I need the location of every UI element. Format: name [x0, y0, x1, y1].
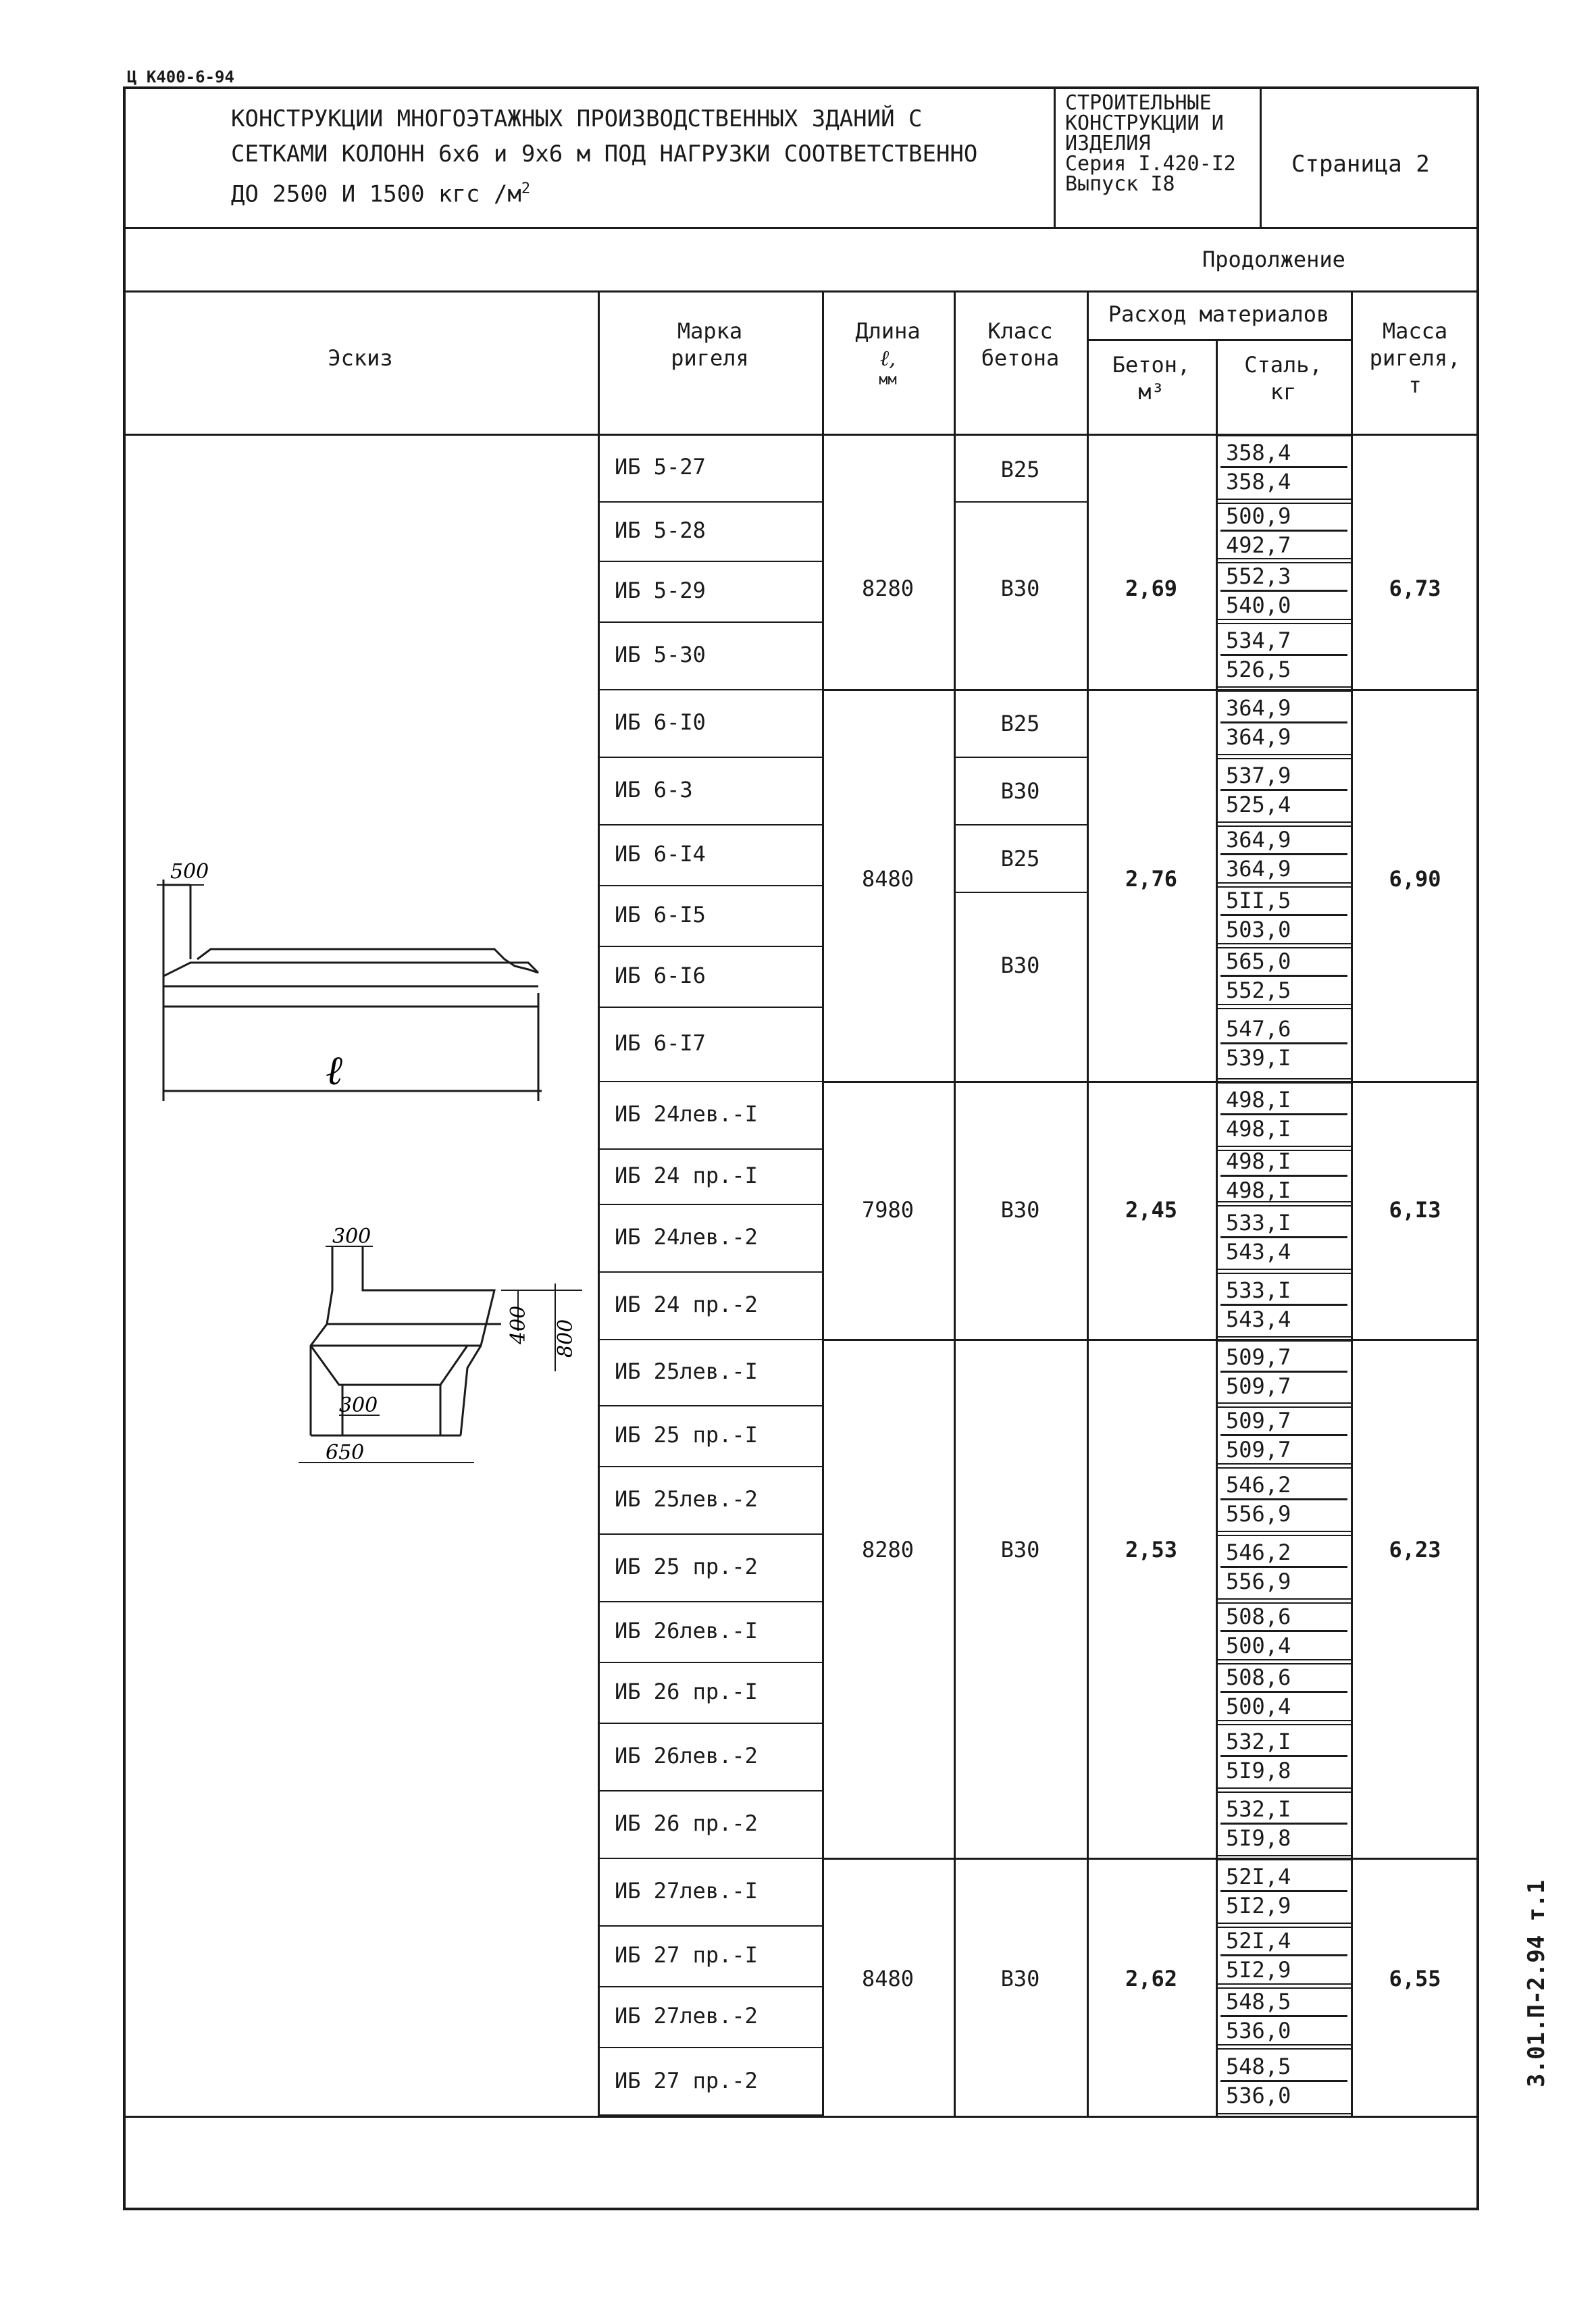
steel-bottom-value: 539,I — [1226, 1045, 1291, 1071]
section-right-outline — [363, 1246, 494, 1435]
steel-top-value: 509,7 — [1220, 1407, 1347, 1436]
beam-mark: ИБ 6-I4 — [615, 841, 706, 867]
group-divider — [822, 689, 1479, 691]
steel-top-value: 508,6 — [1220, 1603, 1347, 1632]
table-row — [598, 1466, 822, 1467]
beam-mark: ИБ 24 пр.-2 — [615, 1292, 758, 1317]
series-line-2: КОНСТРУКЦИИ И — [1065, 111, 1224, 135]
group-divider — [822, 1858, 1479, 1860]
header-steel-l1: Сталь, — [1244, 352, 1322, 378]
concrete-value: 2,69 — [1125, 576, 1178, 601]
class-divider — [954, 757, 1087, 758]
steel-top-value: 52I,4 — [1220, 1927, 1347, 1956]
section-taper — [311, 1346, 467, 1385]
beam-mark: ИБ 24 пр.-I — [615, 1163, 758, 1188]
table-row — [598, 1790, 822, 1791]
beam-mark: ИБ 25лев.-I — [615, 1358, 758, 1384]
steel-bottom-value: 5I2,9 — [1226, 1957, 1291, 1983]
elev-second-profile — [163, 963, 538, 976]
length-value: 8280 — [861, 576, 915, 601]
header-mass — [1351, 317, 1479, 399]
steel-top-value: 546,2 — [1220, 1539, 1347, 1568]
title-line-2: СЕТКАМИ КОЛОНН 6х6 и 9х6 м ПОД НАГРУЗКИ СООТВЕТСТВЕННО — [231, 141, 978, 168]
steel-top-value: 52I,4 — [1220, 1863, 1347, 1892]
length-value: 8480 — [861, 866, 915, 892]
beam-mark: ИБ 27 пр.-I — [615, 1942, 758, 1968]
steel-bottom-value: 503,0 — [1226, 917, 1291, 942]
steel-value — [1220, 1664, 1347, 1720]
steel-value — [1220, 1988, 1347, 2044]
beam-mark: ИБ 6-I6 — [615, 963, 706, 988]
table-row — [598, 1405, 822, 1406]
steel-top-value: 548,5 — [1220, 1988, 1347, 2017]
beam-mark: ИБ 26 пр.-2 — [615, 1810, 758, 1836]
table-row — [598, 1148, 822, 1150]
steel-bottom-value: 500,4 — [1226, 1694, 1291, 1719]
class-value: B30 — [1000, 778, 1040, 804]
elev-width-label: 500 — [170, 860, 209, 884]
steel-bottom-value: 536,0 — [1226, 2083, 1291, 2108]
steel-top-value: 548,5 — [1220, 2053, 1347, 2082]
table-row — [598, 2047, 822, 2048]
table-row — [598, 1723, 822, 1724]
steel-value — [1220, 1863, 1347, 1919]
steel-value — [1220, 2053, 1347, 2109]
document-title — [231, 101, 1163, 211]
steel-bottom-value: 552,5 — [1226, 977, 1291, 1003]
table-row — [598, 1662, 822, 1663]
header-concrete — [1087, 351, 1216, 405]
table-row — [598, 1007, 822, 1008]
header-length-l1: Длина — [855, 318, 921, 344]
sec-web-width-label: 300 — [339, 1394, 378, 1417]
steel-bottom-value: 5I2,9 — [1226, 1893, 1291, 1918]
steel-value — [1220, 887, 1347, 943]
steel-bottom-value: 5I9,8 — [1226, 1825, 1291, 1851]
class-value: B30 — [1000, 576, 1040, 601]
length-value: 7980 — [861, 1197, 915, 1223]
steel-top-value: 498,I — [1220, 1086, 1347, 1115]
length-value: 8480 — [861, 1966, 915, 1991]
steel-top-value: 5II,5 — [1220, 887, 1347, 916]
class-value: B30 — [1000, 952, 1040, 978]
beam-mark: ИБ 27 пр.-2 — [615, 2068, 758, 2093]
header-divider — [123, 227, 1479, 229]
class-value: B30 — [1000, 1966, 1040, 1991]
mass-value: 6,73 — [1389, 576, 1441, 601]
steel-value — [1220, 1015, 1347, 1071]
steel-value — [1220, 826, 1347, 882]
beam-mark: ИБ 6-I5 — [615, 902, 706, 927]
steel-bottom-value: 500,4 — [1226, 1633, 1291, 1658]
steel-bottom-value: 526,5 — [1226, 657, 1291, 682]
series-block — [1054, 86, 1262, 227]
steel-value — [1220, 1728, 1347, 1784]
beam-mark: ИБ 24лев.-2 — [615, 1224, 758, 1250]
beam-mark: ИБ 6-I0 — [615, 709, 706, 735]
beam-mark: ИБ 24лев.-I — [615, 1101, 758, 1127]
header-mass-l1: Масса — [1382, 318, 1448, 344]
steel-top-value: 508,6 — [1220, 1664, 1347, 1693]
sec-bottom-width-label: 650 — [326, 1441, 365, 1465]
header-mark — [598, 317, 822, 372]
header-class — [954, 317, 1087, 372]
steel-bottom-value: 556,9 — [1226, 1569, 1291, 1594]
group-divider — [822, 1081, 1479, 1083]
concrete-value: 2,62 — [1125, 1966, 1178, 1991]
beam-table — [123, 290, 1479, 2116]
beam-mark: ИБ 5-27 — [615, 454, 706, 480]
table-row — [598, 689, 822, 690]
beam-mark: ИБ 6-3 — [615, 777, 693, 803]
header-sketch: Эскиз — [328, 345, 393, 371]
table-row — [598, 1925, 822, 1927]
steel-value — [1220, 1539, 1347, 1595]
beam-mark: ИБ 5-30 — [615, 642, 706, 667]
beam-mark: ИБ 25лев.-2 — [615, 1486, 758, 1512]
steel-value — [1220, 1407, 1347, 1463]
steel-value — [1220, 503, 1347, 559]
steel-value — [1220, 762, 1347, 818]
beam-mark: ИБ 6-I7 — [615, 1030, 706, 1056]
steel-bottom-value: 364,9 — [1226, 724, 1291, 750]
steel-top-value: 533,I — [1220, 1209, 1347, 1238]
steel-top-value: 552,3 — [1220, 563, 1347, 592]
section-left-outline — [311, 1246, 332, 1435]
table-row — [598, 561, 822, 562]
table-row — [598, 1601, 822, 1602]
table-row — [598, 1271, 822, 1273]
header-class-l2: бетона — [981, 345, 1060, 371]
beam-mark: ИБ 27лев.-2 — [615, 2003, 758, 2029]
beam-mark: ИБ 27лев.-I — [615, 1878, 758, 1904]
steel-top-value: 500,9 — [1220, 503, 1347, 532]
steel-bottom-value: 358,4 — [1226, 469, 1291, 494]
header-length-l2: ℓ, — [879, 345, 896, 371]
header-steel-l2: кг — [1270, 379, 1297, 405]
steel-value — [1220, 627, 1347, 683]
header-mark-l2: ригеля — [671, 345, 749, 371]
mass-value: 6,55 — [1389, 1966, 1441, 1991]
series-line-4: Серия I.420-I2 — [1065, 152, 1236, 176]
steel-top-value: 546,2 — [1220, 1471, 1347, 1500]
table-row — [598, 434, 822, 435]
steel-top-value: 509,7 — [1220, 1344, 1347, 1373]
steel-bottom-value: 543,4 — [1226, 1239, 1291, 1265]
steel-top-value: 532,I — [1220, 1796, 1347, 1825]
header-steel — [1216, 351, 1351, 405]
beam-mark: ИБ 26лев.-2 — [615, 1743, 758, 1769]
header-length-l3: мм — [879, 372, 897, 388]
beam-mark: ИБ 26лев.-I — [615, 1618, 758, 1644]
mass-value: 6,90 — [1389, 866, 1441, 892]
class-value: B25 — [1000, 711, 1040, 736]
table-row — [598, 1986, 822, 1987]
class-divider — [954, 892, 1087, 893]
title-superscript: 2 — [521, 180, 531, 197]
steel-bottom-value: 5I9,8 — [1226, 1758, 1291, 1783]
beam-mark: ИБ 25 пр.-I — [615, 1422, 758, 1448]
steel-value — [1220, 1796, 1347, 1852]
header-concrete-l1: Бетон, — [1112, 352, 1191, 378]
document-code: Ц К400-6-94 — [127, 68, 234, 86]
table-row-end — [598, 2114, 822, 2116]
steel-bottom-value: 364,9 — [1226, 856, 1291, 882]
steel-top-value: 533,I — [1220, 1277, 1347, 1306]
class-value: B30 — [1000, 1537, 1040, 1562]
beam-mark: ИБ 25 пр.-2 — [615, 1554, 758, 1579]
header-length — [822, 317, 954, 389]
table-row — [598, 946, 822, 947]
beam-mark: ИБ 26 пр.-I — [615, 1679, 758, 1704]
steel-bottom-value: 492,7 — [1226, 532, 1291, 558]
sec-total-h-label: 800 — [554, 1319, 577, 1358]
steel-bottom-value: 498,I — [1226, 1177, 1291, 1203]
steel-top-value: 498,I — [1220, 1148, 1347, 1177]
series-line-3: ИЗДЕЛИЯ — [1065, 132, 1151, 155]
table-row — [598, 885, 822, 886]
beam-sketch — [123, 290, 598, 2116]
steel-top-value: 537,9 — [1220, 762, 1347, 791]
steel-bottom-value: 536,0 — [1226, 2018, 1291, 2043]
consumption-divider — [1087, 339, 1351, 341]
steel-value — [1220, 439, 1347, 495]
header-mark-l1: Марка — [677, 318, 743, 344]
table-row — [598, 1081, 822, 1082]
elev-top-profile — [197, 949, 538, 973]
table-row — [598, 621, 822, 623]
elev-length-label: ℓ — [326, 1047, 342, 1094]
concrete-value: 2,76 — [1125, 866, 1178, 892]
col-divider — [598, 290, 600, 2116]
beam-mark: ИБ 5-29 — [615, 578, 706, 603]
steel-bottom-value: 556,9 — [1226, 1501, 1291, 1527]
steel-value — [1220, 1471, 1347, 1527]
steel-value — [1220, 1927, 1347, 1983]
steel-value — [1220, 1209, 1347, 1265]
table-row — [598, 1339, 822, 1340]
series-line-1: СТРОИТЕЛЬНЫЕ — [1065, 91, 1212, 115]
steel-bottom-value: 509,7 — [1226, 1437, 1291, 1463]
title-line-3 — [231, 172, 1163, 211]
class-value: B30 — [1000, 1197, 1040, 1223]
steel-value — [1220, 563, 1347, 619]
header-mass-l3: т — [1408, 372, 1422, 398]
steel-top-value: 364,9 — [1220, 694, 1347, 723]
table-row — [598, 1858, 822, 1859]
class-divider — [954, 824, 1087, 825]
table-row — [598, 757, 822, 758]
series-line-5: Выпуск I8 — [1065, 172, 1175, 196]
header-class-l1: Класс — [987, 318, 1053, 344]
class-divider — [954, 501, 1087, 503]
steel-top-value: 532,I — [1220, 1728, 1347, 1757]
steel-value — [1220, 948, 1347, 1004]
steel-bottom-value: 543,4 — [1226, 1306, 1291, 1332]
title-line-1: КОНСТРУКЦИИ МНОГОЭТАЖНЫХ ПРОИЗВОДСТВЕННЫХ ЗДАНИЙ С — [231, 105, 923, 132]
steel-bottom-value: 525,4 — [1226, 792, 1291, 817]
concrete-value: 2,45 — [1125, 1197, 1178, 1223]
length-value: 8280 — [861, 1537, 915, 1562]
mass-value: 6,I3 — [1389, 1197, 1441, 1223]
steel-value — [1220, 1148, 1347, 1204]
beam-mark: ИБ 5-28 — [615, 517, 706, 543]
steel-top-value: 358,4 — [1220, 439, 1347, 468]
table-bottom-line — [123, 2116, 1479, 2118]
class-value: B25 — [1000, 846, 1040, 871]
steel-top-value: 565,0 — [1220, 948, 1347, 977]
sec-flange-h-label: 400 — [507, 1305, 530, 1344]
table-row — [598, 824, 822, 825]
steel-value — [1220, 1277, 1347, 1333]
sec-top-width-label: 300 — [332, 1225, 371, 1248]
header-mass-l2: ригеля, — [1369, 345, 1461, 371]
concrete-value: 2,53 — [1125, 1537, 1178, 1562]
steel-value — [1220, 1344, 1347, 1400]
table-row — [598, 501, 822, 503]
continuation-label: Продолжение — [1202, 247, 1345, 272]
header-concrete-l2: м³ — [1138, 379, 1164, 405]
steel-bottom-value: 540,0 — [1226, 592, 1291, 618]
steel-value — [1220, 1086, 1347, 1142]
table-row — [598, 1533, 822, 1535]
title-block — [123, 86, 1479, 230]
group-divider — [822, 1339, 1479, 1341]
side-document-code: 3.01.П-2.94 т.1 — [1523, 1879, 1550, 2087]
steel-top-value: 547,6 — [1220, 1015, 1347, 1044]
steel-top-value: 534,7 — [1220, 627, 1347, 656]
steel-bottom-value: 509,7 — [1226, 1373, 1291, 1399]
page-number: Страница 2 — [1291, 151, 1430, 178]
steel-value — [1220, 694, 1347, 751]
steel-value — [1220, 1603, 1347, 1659]
title-line-3-text: ДО 2500 И 1500 кгс /м — [231, 180, 521, 208]
steel-top-value: 364,9 — [1220, 826, 1347, 855]
table-row — [598, 1204, 822, 1205]
class-value: B25 — [1000, 457, 1040, 482]
steel-bottom-value: 498,I — [1226, 1116, 1291, 1142]
mass-value: 6,23 — [1389, 1537, 1441, 1562]
header-consumption: Расход материалов — [1108, 301, 1330, 327]
